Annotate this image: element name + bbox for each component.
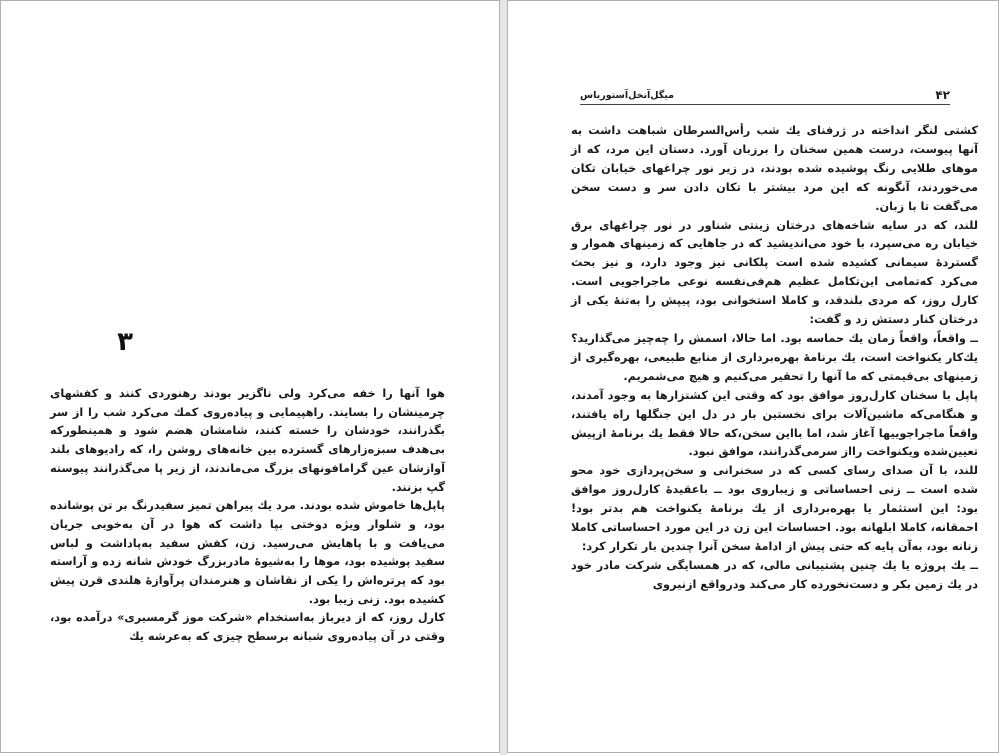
running-title: میگل‌آنخل‌آستوریاس: [580, 90, 675, 101]
paragraph: للند، که در سایه شاخه‌های درختان زینتی شناور در نور چراغهای برق خیابان ره می‌سپرد، با خود می‌اندیشید که در جاهایی که زمینهای هموار و گستردهٔ سیمانی کشیده شده است پلکانی نیز وجود دارد، و نیز بحث می‌کرد که‌تمامی این‌تکامل عظیم هم‌فی‌نفسه نوعی ماجراجویی است. کارل روز، که مردی بلندقد، و کاملا استخوانی بود، پیپش را به‌تنهٔ یکی از درختان کنار دستش زد و گفت:: [571, 218, 978, 327]
paragraph: هوا آنها را خفه می‌کرد ولی ناگزیر بودند رهنوردی کنند و کفشهای چرمینشان را بسایند. راهپیمایی و پیاده‌روی کمك می‌کرد شب را از سر بگذرانند، خودشان را خسته کنند، شامشان هضم شود و همینطورکه بی‌هدف سبزه‌زارهای گسترده بین خانه‌های روشن را، که رادیوهای بلند آوازشان عین گرامافونهای بزرگ می‌ماندند، از زیر پا می‌گذرانند پیوسته گپ بزنند.: [50, 387, 445, 494]
running-header: [580, 88, 950, 104]
header-rule: [580, 104, 950, 105]
chapter-number: ۳: [117, 327, 133, 357]
paragraph: للند، با آن صدای رسای کسی که در سخنرانی و سخن‌پردازی خود محو شده است ــ زنی احساساتی و زیباروی بود ــ باعقیدهٔ کارل‌روز موافق بود: این استثمار یا بهره‌برداری از یك برنامهٔ یکنواخت هم بدتر بود! احمقانه، کاملا ابلهانه بود. احساسات این زن در این مورد احساساتی کاملا زنانه بود، به‌آن پایه که حتی پیش از ادامهٔ سخن آنرا چندین بار تکرار کرد:: [571, 464, 978, 553]
page-number: ۴۲: [935, 88, 950, 102]
paragraph: کشتی لنگر انداخته در ژرفنای یك شب رأس‌السرطان شباهت داشت به آنها پیوست، درست همین سخنان را برزبان آورد. دستان این مرد، که از موهای طلایی رنگ پوشیده شده بودند، در زیر نور چراغهای خیابان تکان می‌خوردند، آنگونه که این مرد بیشتر با تکان دادن سر و دست سخن می‌گفت تا با زبان.: [571, 124, 978, 213]
paragraph: ــ یك پروژه یا یك چنین پشتیبانی مالی، که در همسایگی شرکت مادر خود در یك زمین بکر و دست‌نخورده کار می‌کند ودرواقع ازنیروی: [571, 558, 978, 591]
book-gutter: [500, 0, 507, 755]
right-page-body: [571, 122, 978, 595]
left-page-body: [50, 385, 445, 647]
paragraph: پاپل‌ها خاموش شده بودند. مرد یك پیراهن تمیز سفیدرنگ بر تن پوشانده بود، و شلوار ویژه دوختی بپا داشت که هوا در آن به‌خوبی جریان می‌یافت و با پاهایش می‌رسید. زن، کفش سفید به‌پاداشت و لباس سفید پوشیده بود، موها را به‌شیوهٔ مادربزرگ خودش شانه زده و آراسته بود که پرتره‌اش را یکی از نقاشان و هنرمندان پرآوازهٔ هلندی قرن پیش کشیده بود. زنی زیبا بود.: [50, 499, 445, 606]
paragraph: ــ واقعاً، واقعاً زمان یك حماسه بود. اما حالا، اسمش را چه‌چیز می‌گذارید؟ یك‌کار یکنواخت است، یك برنامهٔ بهره‌برداری از منابع طبیعی، بهره‌گیری از زمینهای بی‌قیمتی که ما آنها را تحقیر می‌کنیم و هیچ می‌شمریم.: [571, 331, 978, 383]
paragraph: کارل روز، که از دیرباز به‌استخدام «شرکت موز گرمسیری» درآمده بود، وقتی در آن پیاده‌روی شبانه برسطح چیزی که به‌عرشه یك: [50, 611, 445, 644]
paragraph: پاپل با سخنان کارل‌روز موافق بود که وقتی این کشتزارها به وجود آمدند، و هنگامی‌که ماشین‌آلات برای نخستین بار در دل این جنگلها راه یافتند، واقعاً ماجراجوییها آغاز شد، اما بااین سخن،که حالا فقط یك برنامهٔ ازپیش تعیین‌شده ویکنواخت رااز سرمی‌گذرانند، موافق نبود.: [571, 388, 978, 459]
